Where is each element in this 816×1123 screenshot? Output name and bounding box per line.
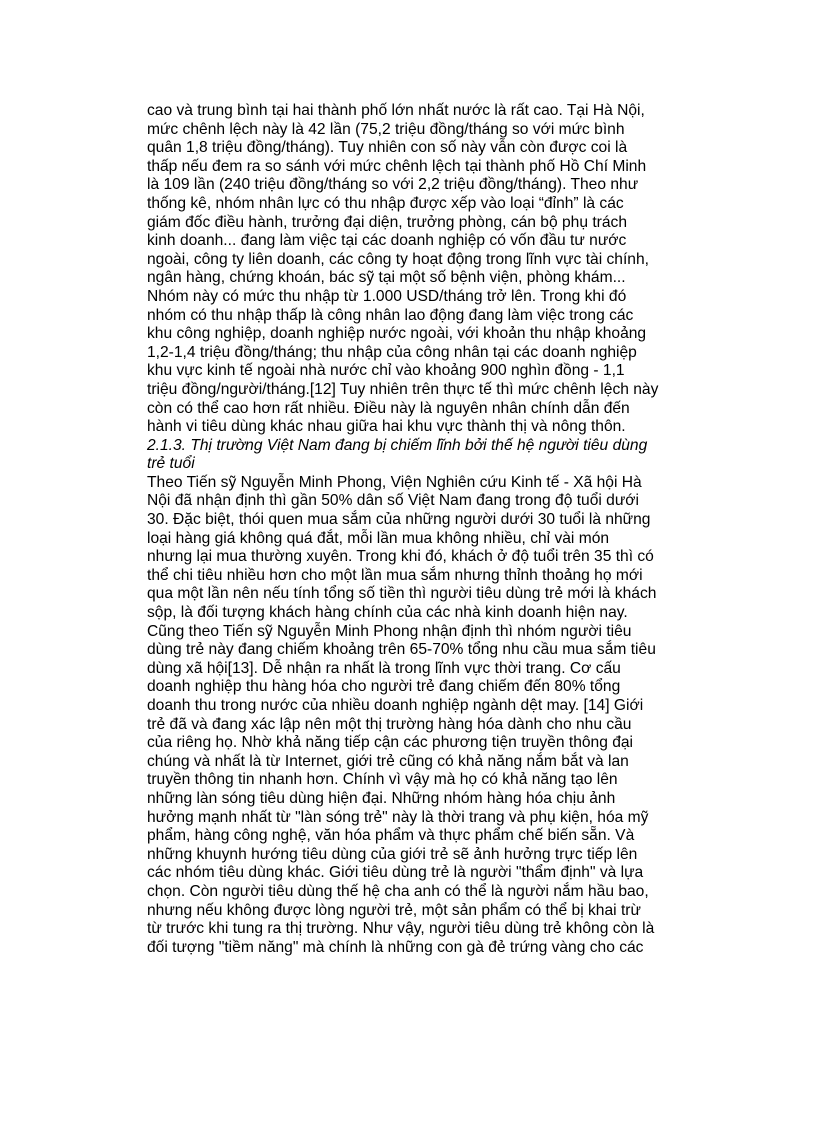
text-line: sộp, là đối tượng khách hàng chính của các nhà kinh doanh hiện nay. bbox=[147, 604, 628, 622]
text-line: 1,2-1,4 triệu đồng/tháng; thu nhập của công nhân tại các doanh nghiệp bbox=[147, 343, 637, 361]
text-line: giám đốc điều hành, trưởng đại diện, trưởng phòng, cán bộ phụ trách bbox=[147, 213, 627, 231]
text-line: nhưng nếu không được lòng người trẻ, một sản phẩm có thể bị khai trừ bbox=[147, 901, 641, 919]
text-line: cao và trung bình tại hai thành phố lớn nhất nước là rất cao. Tại Hà Nội, bbox=[147, 102, 645, 119]
text-line: Cũng theo Tiến sỹ Nguyễn Minh Phong nhận định thì nhóm người tiêu bbox=[147, 622, 632, 640]
text-line: nhưng lại mua thường xuyên. Trong khi đó, khách ở độ tuổi trên 35 thì có bbox=[147, 548, 654, 566]
text-line: loại hàng giá không quá đắt, mỗi lần mua không nhiều, chỉ vài món bbox=[147, 529, 610, 547]
text-line: ngân hàng, chứng khoán, bác sỹ tại một số bệnh viện, phòng khám... bbox=[147, 269, 626, 287]
text-line: qua một lần nên nếu tính tổng số tiền thì người tiêu dùng trẻ mới là khách bbox=[147, 585, 657, 603]
text-line: ngoài, công ty liên doanh, các công ty hoạt động trong lĩnh vực tài chính, bbox=[147, 250, 649, 268]
text-line: khu công nghiệp, doanh nghiệp nước ngoài, với khoản thu nhập khoảng bbox=[147, 325, 647, 343]
paragraph-income-gap bbox=[147, 102, 687, 437]
text-line: nhóm có thu nhập thấp là công nhân lao động đang làm việc trong các bbox=[147, 306, 634, 324]
text-line: những khuynh hướng tiêu dùng của giới trẻ sẽ ảnh hưởng trực tiếp lên bbox=[147, 845, 638, 863]
text-line: trẻ đã và đang xác lập nên một thị trường hàng hóa dành cho nhu cầu bbox=[147, 715, 632, 733]
text-line: còn có thể cao hơn rất nhiều. Điều này là nguyên nhân chính dẫn đến bbox=[147, 399, 630, 417]
text-line: hưởng mạnh nhất từ "làn sóng trẻ" này là thời trang và phụ kiện, hóa mỹ bbox=[147, 808, 649, 826]
paragraph-young-consumers bbox=[147, 474, 687, 957]
text-line: doanh nghiệp thu hàng hóa cho người trẻ đang chiếm đến 80% tổng bbox=[147, 678, 621, 696]
text-line: kinh doanh... đang làm việc tại các doanh nghiệp có vốn đầu tư nước bbox=[147, 232, 627, 250]
text-line: thể chi tiêu nhiều hơn cho một lần mua sắm nhưng thỉnh thoảng họ mới bbox=[147, 566, 643, 584]
text-line: triệu đồng/người/tháng.[12] Tuy nhiên trên thực tế thì mức chênh lệch này bbox=[147, 380, 659, 398]
text-line: quân 1,8 triệu đồng/tháng). Tuy nhiên con số này vẫn còn được coi là bbox=[147, 139, 628, 157]
text-line: doanh thu trong nước của nhiều doanh nghiệp ngành dệt may. [14] Giới bbox=[147, 697, 644, 714]
text-line: thống kê, nhóm nhân lực có thu nhập được xếp vào loại “đỉnh” là các bbox=[147, 194, 624, 212]
text-line: từ trước khi tung ra thị trường. Như vậy, người tiêu dùng trẻ không còn là bbox=[147, 920, 655, 938]
text-line: dùng trẻ này đang chiếm khoảng trên 65-70% tổng nhu cầu mua sắm tiêu bbox=[147, 641, 656, 659]
text-line: phẩm, hàng công nghệ, văn hóa phẩm và thực phẩm chế biến sẵn. Và bbox=[147, 827, 635, 845]
section-heading bbox=[147, 437, 687, 474]
text-line: là 109 lần (240 triệu đồng/tháng so với 2,2 triệu đồng/tháng). Theo như bbox=[147, 176, 639, 194]
text-line: các nhóm tiêu dùng khác. Giới tiêu dùng trẻ là người "thẩm định" và lựa bbox=[147, 864, 644, 882]
body-text bbox=[147, 102, 687, 957]
text-line: truyền thông tin nhanh hơn. Chính vì vậy mà họ có khả năng tạo lên bbox=[147, 771, 618, 789]
text-line: Theo Tiến sỹ Nguyễn Minh Phong, Viện Nghiên cứu Kinh tế - Xã hội Hà bbox=[147, 473, 642, 491]
text-line: dùng xã hội[13]. Dễ nhận ra nhất là trong lĩnh vực thời trang. Cơ cấu bbox=[147, 659, 621, 677]
text-line: khu vực kinh tế ngoài nhà nước chỉ vào khoảng 900 nghìn đồng - 1,1 bbox=[147, 362, 625, 380]
text-line: thấp nếu đem ra so sánh với mức chênh lệch tại thành phố Hồ Chí Minh bbox=[147, 157, 647, 175]
text-line: Nội đã nhận định thì gần 50% dân số Việt Nam đang trong độ tuổi dưới bbox=[147, 492, 639, 510]
text-line: 30. Đặc biệt, thói quen mua sắm của những người dưới 30 tuổi là những bbox=[147, 511, 651, 529]
text-line: chúng và nhất là từ Internet, giới trẻ cũng có khả năng nắm bắt và lan bbox=[147, 752, 629, 770]
text-line: Nhóm này có mức thu nhập từ 1.000 USD/tháng trở lên. Trong khi đó bbox=[147, 287, 627, 305]
text-line: những làn sóng tiêu dùng hiện đại. Những nhóm hàng hóa chịu ảnh bbox=[147, 789, 616, 807]
text-line: 2.1.3. Thị trường Việt Nam đang bị chiếm lĩnh bởi thế hệ người tiêu dùng bbox=[147, 436, 648, 454]
text-line: mức chênh lệch này là 42 lần (75,2 triệu đồng/tháng so với mức bình bbox=[147, 120, 625, 138]
text-line: trẻ tuổi bbox=[147, 455, 195, 473]
text-line: của riêng họ. Nhờ khả năng tiếp cận các phương tiện truyền thông đại bbox=[147, 734, 634, 752]
text-line: hành vi tiêu dùng khác nhau giữa hai khu vực thành thị và nông thôn. bbox=[147, 418, 626, 436]
text-line: đối tượng "tiềm năng" mà chính là những con gà đẻ trứng vàng cho các bbox=[147, 938, 644, 956]
text-line: chọn. Còn người tiêu dùng thế hệ cha anh có thể là người nắm hầu bao, bbox=[147, 882, 649, 900]
